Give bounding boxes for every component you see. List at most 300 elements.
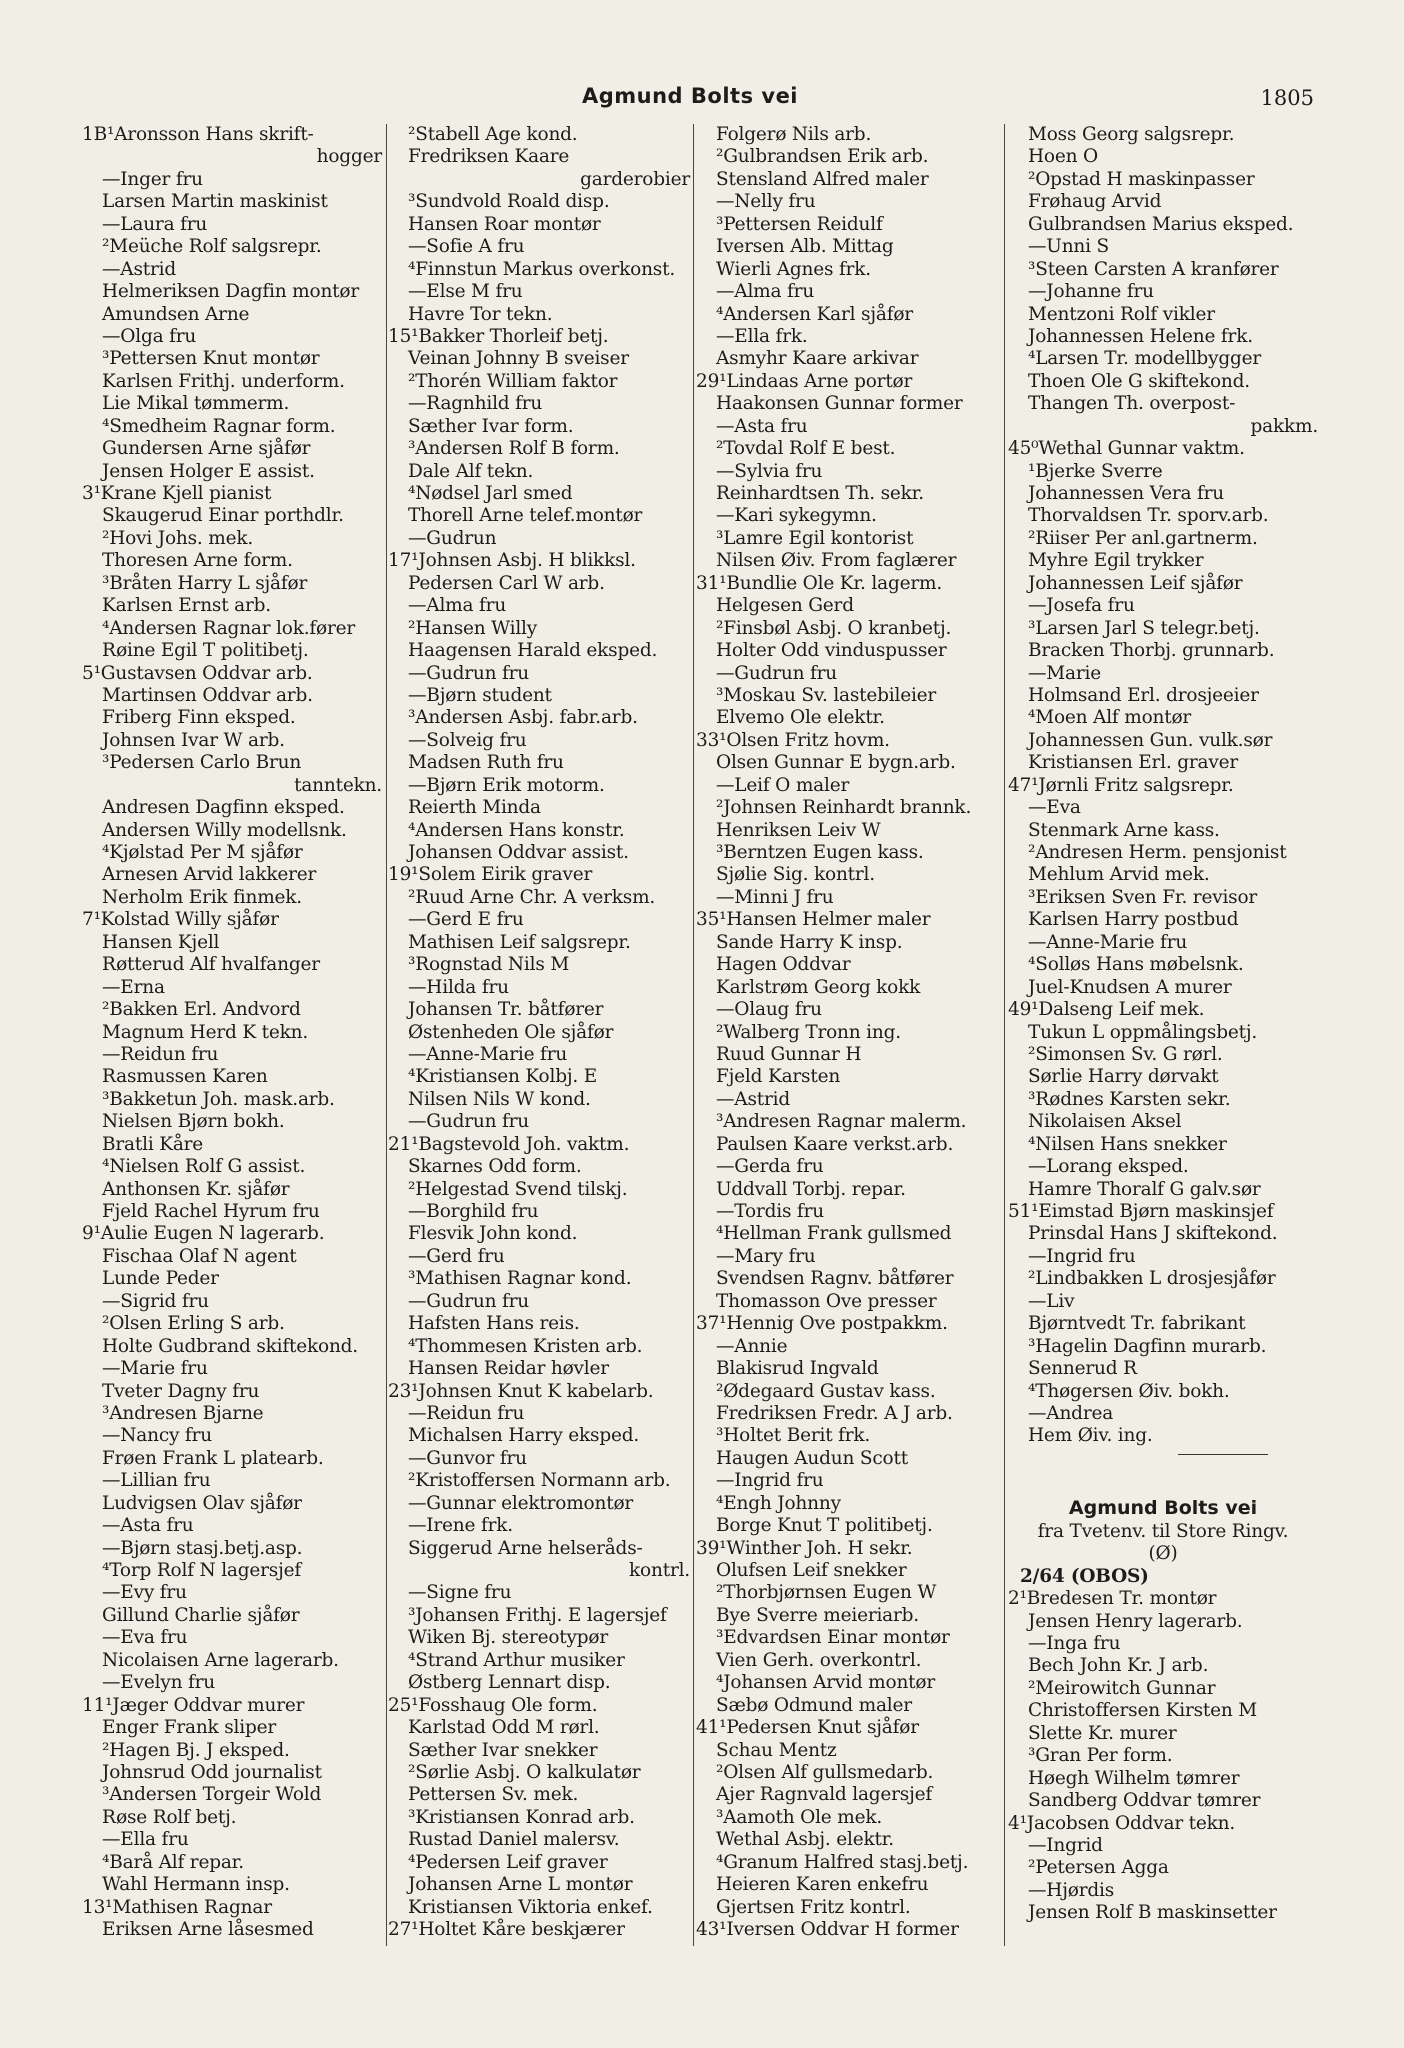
directory-entry: ³Kristiansen Konrad arb. [408,1806,635,1828]
directory-entry: ²Olsen Erling S arb. [102,1313,285,1335]
directory-entry: Helmeriksen Dagfin montør [102,281,359,303]
directory-entry: ²Riiser Per anl.gartnerm. [1028,527,1258,549]
section-mark: (Ø) [1148,1543,1178,1565]
directory-entry: Johannessen Gun. vulk.sør [1028,729,1273,751]
directory-entry: ³Johansen Frithj. E lagersjef [408,1604,667,1626]
directory-entry: Mehlum Arvid mek. [1028,864,1210,886]
directory-entry: ⁴Andersen Karl sjåfør [716,303,913,325]
directory-entry: ⁴Larsen Tr. modellbygger [1028,348,1261,370]
directory-entry: —Ingrid [1028,1834,1103,1856]
directory-entry: Wiken Bj. stereotypør [408,1627,608,1649]
directory-entry: Reinhardtsen Th. sekr. [716,483,924,504]
directory-entry: Mentzoni Rolf vikler [1028,303,1215,325]
directory-entry: Bye Sverre meieriarb. [716,1604,919,1626]
directory-entry: —Borghild fru [408,1201,539,1222]
directory-entry: ²Sørlie Asbj. O kalkulatør [408,1761,641,1783]
directory-entry: ³Sundvold Roald disp. [408,191,610,213]
directory-entry: Thorell Arne telef.montør [408,505,643,527]
directory-entry: Christoffersen Kirsten M [1028,1700,1258,1722]
directory-entry: ⁴Granum Halfred stasj.betj. [716,1851,969,1873]
directory-entry: Hafsten Hans reis. [408,1313,580,1335]
directory-entry: —Gerd E fru [408,909,524,931]
directory-entry: ⁴Nødsel Jarl smed [408,483,573,504]
directory-entry: —Ella fru [102,1829,189,1851]
directory-entry: Ajer Ragnvald lagersjef [716,1784,933,1806]
directory-entry: ²Meirowitch Gunnar [1028,1677,1216,1699]
directory-entry: Vien Gerh. overkontrl. [716,1649,922,1671]
directory-entry: 19¹Solem Eirik graver [388,864,593,886]
directory-entry: ²Johnsen Reinhardt brannk. [716,797,972,819]
directory-entry: 43¹Iversen Oddvar H former [696,1919,959,1940]
directory-entry: ²Hagen Bj. J eksped. [102,1739,290,1761]
directory-entry: Olsen Gunnar E bygn.arb. [716,752,956,774]
column-3 [696,124,1006,1941]
directory-entry: —Gudrun fru [408,662,529,684]
directory-entry: —Marie [1028,662,1101,684]
directory-entry: Skarnes Odd form. [408,1156,582,1178]
directory-entry: 37¹Hennig Ove postpakkm. [696,1313,948,1335]
directory-entry: ³Steen Carsten A kranfører [1028,258,1279,280]
directory-entry: Ruud Gunnar H [716,1043,862,1065]
directory-entry: —Sylvia fru [716,460,823,482]
directory-entry: Bjørntvedt Tr. fabrikant [1028,1313,1246,1335]
directory-entry: 33¹Olsen Fritz hovm. [696,729,890,751]
directory-entry: Bech John Kr. J arb. [1028,1655,1209,1677]
directory-entry: Asmyhr Kaare arkivar [716,348,919,370]
directory-entry: ²Helgestad Svend tilskj. [408,1178,628,1200]
directory-entry: ⁴Johansen Arvid montør [716,1672,935,1694]
directory-entry: —Ingrid fru [1028,1245,1136,1267]
page-number: 1805 [1260,86,1314,110]
directory-entry: —Signe fru [408,1582,512,1604]
directory-entry: Karlsen Frithj. underform. [102,370,345,392]
directory-entry: 39¹Winther Joh. H sekr. [696,1537,913,1559]
directory-entry: ²Stabell Age kond. [408,124,578,145]
directory-entry: Østberg Lennart disp. [408,1672,611,1694]
column-2 [388,124,690,1941]
directory-entry: Skaugerud Einar porthdlr. [102,505,344,527]
section-subtitle: fra Tvetenv. til Store Ringv. [1037,1520,1289,1542]
directory-entry: Nielsen Bjørn bokh. [102,1111,285,1133]
directory-entry: ⁴Strand Arthur musiker [408,1649,625,1671]
directory-entry: Nerholm Erik finmek. [102,886,302,908]
directory-entry: Michalsen Harry eksped. [408,1425,640,1447]
directory-entry: Siggerud Arne helseråds- [408,1537,643,1559]
directory-entry: —Olga fru [102,325,197,347]
directory-entry: ⁴Nielsen Rolf G assist. [102,1156,306,1178]
directory-entry: —Gudrun [408,527,497,549]
directory-entry: ³Edvardsen Einar montør [716,1627,950,1649]
directory-entry: Juel-Knudsen A murer [1028,976,1232,998]
directory-entry: Lie Mikal tømmerm. [102,393,290,415]
directory-entry: Holte Gudbrand skiftekond. [102,1335,358,1357]
directory-entry: Hansen Kjell [102,931,220,953]
directory-entry: Rustad Daniel malersv. [408,1829,620,1851]
directory-entry: Henriksen Leiv W [716,819,881,841]
directory-entry: —Gerd fru [408,1245,505,1267]
directory-entry: 5¹Gustavsen Oddvar arb. [82,662,313,684]
directory-entry: ²Thorbjørnsen Eugen W [716,1582,937,1604]
directory-entry: —Leif O maler [716,774,850,796]
directory-entry: Nilsen Nils W kond. [408,1088,591,1110]
directory-entry: ³Pettersen Reidulf [716,213,883,235]
directory-entry: ³Berntzen Eugen kass. [716,842,924,863]
directory-entry: —Gunvor fru [408,1447,527,1469]
directory-entry: Sande Harry K insp. [716,931,903,953]
directory-entry: ³Bråten Harry L sjåfør [102,572,308,594]
directory-entry: Sæther Ivar snekker [408,1739,598,1761]
directory-entry: —Kari sykegymn. [716,505,877,527]
section-entries [1008,1588,1318,1925]
directory-entry: Slette Kr. murer [1028,1722,1177,1744]
directory-entry: —Asta fru [716,415,808,437]
directory-entry: Eriksen Arne låsesmed [102,1919,314,1940]
directory-entry: Johansen Oddvar assist. [408,842,629,863]
directory-entry: ²Opstad H maskinpasser [1028,168,1255,190]
directory-entry: ²Meüche Rolf salgsrepr. [102,236,322,258]
directory-entry: Gjertsen Fritz kontrl. [716,1896,911,1918]
directory-entry: Veinan Johnny B sveiser [408,348,629,370]
directory-entry: 15¹Bakker Thorleif betj. [388,325,609,347]
directory-entry: Amundsen Arne [102,303,250,325]
directory-entry: —Evy fru [102,1582,187,1604]
column-divider [386,124,387,1946]
directory-entry: Sjølie Sig. kontrl. [716,864,875,886]
directory-entry: Johansen Arne L montør [408,1874,633,1896]
directory-entry: Johnsrud Odd journalist [102,1761,322,1783]
directory-entry: Holter Odd vinduspusser [716,640,947,662]
directory-entry: ³Eriksen Sven Fr. revisor [1028,886,1258,908]
directory-entry: ³Hagelin Dagfinn murarb. [1028,1335,1267,1357]
directory-entry: —Eva fru [102,1627,188,1649]
directory-entry: Arnesen Arvid lakkerer [102,864,317,886]
directory-entry: Hansen Reidar høvler [408,1358,609,1380]
directory-entry: —Ingrid fru [716,1470,824,1492]
directory-entry: 45⁰Wethal Gunnar vaktm. [1008,438,1245,460]
directory-entry: —Else M fru [408,281,523,303]
directory-entry: Anthonsen Kr. sjåfør [102,1178,290,1200]
directory-entry: ²Ødegaard Gustav kass. [716,1380,936,1402]
directory-entry: Friberg Finn eksped. [102,707,296,729]
directory-entry: ⁴Thøgersen Øiv. bokh. [1028,1380,1230,1402]
directory-entry: Frøen Frank L platearb. [102,1447,324,1469]
directory-entry: ²Bakken Erl. Andvord [102,999,301,1021]
directory-entry: —Tordis fru [716,1201,824,1222]
directory-entry: —Nelly fru [716,191,816,213]
directory-entry: ⁴Solløs Hans møbelsnk. [1028,954,1244,976]
directory-entry: —Minni J fru [716,886,834,908]
directory-entry: ⁴Moen Alf montør [1028,707,1192,729]
directory-entry: —Erna [102,976,165,998]
directory-entry: ³Larsen Jarl S telegr.betj. [1028,617,1260,639]
directory-entry: ³Lamre Egil kontorist [716,527,914,549]
directory-entry: Stensland Alfred maler [716,168,929,190]
directory-entry: Johnsen Ivar W arb. [102,729,285,751]
directory-entry: ²Petersen Agga [1028,1857,1169,1879]
directory-entry: ⁴Nilsen Hans snekker [1028,1133,1227,1155]
column-4-entries [1008,124,1318,1448]
directory-entry: ²Thorén William faktor [408,370,618,392]
directory-entry: —Unni S [1028,236,1109,258]
directory-entry: ²Tovdal Rolf E best. [716,438,896,460]
directory-entry: garderobier [580,168,690,190]
directory-entry: —Bjørn Erik motorm. [408,774,605,796]
directory-entry: Holmsand Erl. drosjeeier [1028,684,1259,706]
directory-entry: Haagensen Harald eksped. [408,640,658,662]
directory-entry: Mathisen Leif salgsrepr. [408,931,631,953]
section-divider [1178,1454,1268,1455]
directory-entry: 11¹Jæger Oddvar murer [82,1694,305,1716]
directory-entry: Myhre Egil trykker [1028,550,1204,572]
directory-entry: ³Pettersen Knut montør [102,348,320,370]
directory-entry: 21¹Bagstevold Joh. vaktm. [388,1133,630,1155]
directory-entry: 4¹Jacobsen Oddvar tekn. [1008,1812,1236,1834]
directory-entry: —Annie [716,1335,788,1357]
directory-entry: Sennerud R [1028,1358,1137,1380]
directory-entry: Karlstad Odd M rørl. [408,1717,600,1739]
directory-entry: Karlsen Harry postbud [1028,909,1239,931]
directory-entry: 9¹Aulie Eugen N lagerarb. [82,1223,325,1245]
directory-entry: Jensen Holger E assist. [102,460,315,482]
directory-entry: Helgesen Gerd [716,595,854,617]
directory-entry: Moss Georg salgsrepr. [1028,124,1235,145]
directory-entry: Flesvik John kond. [408,1223,578,1245]
directory-entry: —Anne-Marie fru [1028,931,1188,953]
directory-entry: Gillund Charlie sjåfør [102,1604,300,1626]
directory-entry: —Sigrid fru [102,1290,209,1312]
directory-entry: Wethal Asbj. elektr. [716,1829,894,1851]
directory-entry: —Alma fru [408,595,507,617]
directory-entry: Thoen Ole G skiftekond. [1028,370,1250,392]
directory-entry: Prinsdal Hans J skiftekond. [1028,1223,1278,1245]
directory-entry: Nicolaisen Arne lagerarb. [102,1649,339,1671]
directory-entry: —Gerda fru [716,1156,824,1178]
directory-entry: ⁴Hellman Frank gullsmed [716,1223,952,1245]
directory-entry: ²Ruud Arne Chr. A verksm. [408,886,656,908]
directory-entry: ³Rødnes Karsten sekr. [1028,1088,1231,1110]
directory-entry: —Olaug fru [716,999,822,1021]
directory-entry: Tukun L oppmålingsbetj. [1028,1021,1258,1043]
directory-entry: ⁴Finnstun Markus overkonst. [408,258,676,280]
directory-entry: ⁴Andersen Hans konstr. [408,819,625,841]
directory-entry: —Gudrun fru [408,1290,529,1312]
directory-entry: —Lillian fru [102,1470,211,1492]
directory-entry: Sæbø Odmund maler [716,1694,912,1716]
directory-entry: —Gunnar elektromontør [408,1492,634,1514]
directory-entry: ⁴Pedersen Leif graver [408,1851,608,1873]
directory-entry: Østenheden Ole sjåfør [408,1021,614,1043]
directory-entry: Haakonsen Gunnar former [716,393,963,415]
directory-entry: —Sofie A fru [408,236,525,258]
directory-entry: —Bjørn student [408,684,552,706]
directory-entry: Pedersen Carl W arb. [408,572,605,594]
directory-entry: Hamre Thoralf G galv.sør [1028,1178,1261,1200]
directory-entry: Pettersen Sv. mek. [408,1784,579,1806]
directory-entry: Johannessen Helene frk. [1028,325,1253,347]
directory-entry: 23¹Johnsen Knut K kabelarb. [388,1380,654,1402]
column-divider [693,124,694,1946]
directory-entry: —Marie fru [102,1358,208,1380]
directory-entry: Olufsen Leif snekker [716,1560,907,1581]
directory-entry: ²Olsen Alf gullsmedarb. [716,1761,934,1783]
directory-entry: Hagen Oddvar [716,954,851,976]
directory-entry: 25¹Fosshaug Ole form. [388,1694,598,1716]
directory-entry: Andresen Dagfinn eksped. [102,797,345,819]
directory-entry: —Laura fru [102,213,208,235]
directory-entry: Stenmark Arne kass. [1028,819,1220,841]
directory-entry: ²Simonsen Sv. G rørl. [1028,1043,1223,1065]
directory-entry: ³Andresen Bjarne [102,1402,264,1424]
directory-entry: Sæther Ivar form. [408,415,574,437]
directory-entry: hogger [316,146,382,168]
directory-entry: Martinsen Oddvar arb. [102,684,313,706]
directory-entry: Johannessen Vera fru [1028,483,1224,504]
directory-entry: Johansen Tr. båtfører [408,999,604,1021]
directory-entry: Madsen Ruth fru [408,752,564,774]
directory-entry: ²Walberg Tronn ing. [716,1021,901,1043]
directory-entry: 13¹Mathisen Ragnar [82,1896,272,1918]
directory-entry: Røse Rolf betj. [102,1806,237,1828]
directory-entry: ²Hansen Willy [408,617,538,639]
column-4 [1008,124,1318,1925]
directory-entry: Thorvaldsen Tr. sporv.arb. [1028,505,1269,527]
directory-entry: Blakisrud Ingvald [716,1358,879,1380]
directory-entry: Nilsen Øiv. From faglærer [716,550,957,572]
directory-entry: 47¹Jørnli Fritz salgsrepr. [1008,774,1234,796]
directory-entry: Rasmussen Karen [102,1066,268,1088]
directory-entry: kontrl. [629,1560,690,1581]
directory-entry: Bratli Kåre [102,1133,204,1155]
directory-entry: —Ragnhild fru [408,393,543,415]
directory-entry: Thangen Th. overpost- [1028,393,1236,415]
directory-entry: Karlsen Ernst arb. [102,595,271,617]
directory-entry: —Asta fru [102,1515,194,1537]
directory-entry: —Inga fru [1028,1633,1121,1654]
directory-entry: —Hilda fru [408,976,509,998]
directory-entry: Ludvigsen Olav sjåfør [102,1492,302,1514]
directory-entry: —Irene frk. [408,1515,513,1537]
directory-entry: 1B¹Aronsson Hans skrift- [82,124,314,145]
directory-entry: Fischaa Olaf N agent [102,1245,297,1267]
directory-entry: ⁴Andersen Ragnar lok.fører [102,617,356,639]
directory-entry: —Inger fru [102,168,203,190]
directory-entry: —Astrid [716,1088,790,1110]
directory-entry: ³Andersen Rolf B form. [408,438,620,460]
directory-entry: Sørlie Harry dørvakt [1028,1066,1219,1088]
directory-entry: Schau Mentz [716,1739,837,1761]
directory-entry: ²Lindbakken L drosjesjåfør [1028,1268,1276,1290]
directory-entry: Frøhaug Arvid [1028,191,1162,213]
directory-entry: ³Andresen Ragnar malerm. [716,1111,967,1133]
directory-entry: Wierli Agnes frk. [716,258,871,280]
directory-entry: Borge Knut T politibetj. [716,1515,933,1537]
directory-entry: 3¹Krane Kjell pianist [82,483,272,504]
directory-entry: Karlstrøm Georg kokk [716,976,921,998]
directory-entry: 29¹Lindaas Arne portør [696,370,913,392]
directory-entry: Thomasson Ove presser [716,1290,937,1312]
directory-entry: ¹Bjerke Sverre [1028,460,1163,482]
directory-entry: Fjeld Karsten [716,1066,841,1088]
directory-entry: ³Bakketun Joh. mask.arb. [102,1088,335,1110]
directory-entry: —Alma fru [716,281,815,303]
directory-entry: Iversen Alb. Mittag [716,236,894,258]
directory-entry: Fjeld Rachel Hyrum fru [102,1201,320,1222]
directory-entry: Folgerø Nils arb. [716,124,872,145]
directory-entry: Nikolaisen Aksel [1028,1111,1182,1133]
section-title: Agmund Bolts vei [1068,1496,1258,1519]
directory-entry: ⁴Kristiansen Kolbj. E [408,1066,598,1088]
directory-entry: —Reidun fru [408,1402,525,1424]
directory-entry: ³Pedersen Carlo Brun [102,752,302,774]
directory-entry: Andersen Willy modellsnk. [102,819,347,841]
directory-entry: —Ella frk. [716,325,808,347]
directory-entry: Uddvall Torbj. repar. [716,1178,906,1200]
directory-entry: 51¹Eimstad Bjørn maskinsjef [1008,1201,1274,1222]
directory-entry: —Andrea [1028,1402,1114,1424]
directory-entry: 35¹Hansen Helmer maler [696,909,931,931]
directory-entry: Høegh Wilhelm tømrer [1028,1767,1240,1789]
directory-entry: Haugen Audun Scott [716,1447,908,1469]
directory-entry: ⁴Thommesen Kristen arb. [408,1335,643,1357]
directory-entry: Svendsen Ragnv. båtfører [716,1268,954,1290]
directory-entry: —Eva [1028,797,1081,819]
directory-entry: ⁴Engh Johnny [716,1492,841,1514]
directory-entry: Hansen Roar montør [408,213,601,235]
directory-entry: 31¹Bundlie Ole Kr. lagerm. [696,572,942,594]
directory-entry: Thoresen Arne form. [102,550,293,572]
directory-entry: ⁴Barå Alf repar. [102,1851,244,1873]
directory-entry: —Reidun fru [102,1043,219,1065]
directory-entry: ³Aamoth Ole mek. [716,1806,883,1828]
directory-entry: ³Rognstad Nils M [408,954,570,976]
directory-entry: Paulsen Kaare verkst.arb. [716,1133,954,1155]
directory-entry: ³Mathisen Ragnar kond. [408,1268,632,1290]
directory-entry: Jensen Rolf B maskinsetter [1028,1902,1277,1924]
directory-entry: ²Gulbrandsen Erik arb. [716,146,929,168]
directory-entry: Jensen Henry lagerarb. [1028,1610,1243,1632]
directory-entry: —Astrid [102,258,176,280]
directory-entry: Havre Tor tekn. [408,303,553,325]
directory-entry: Gulbrandsen Marius eksped. [1028,213,1294,235]
directory-entry: —Liv [1028,1290,1075,1312]
directory-entry: ²Kristoffersen Normann arb. [408,1470,671,1492]
directory-entry: tanntekn. [294,774,382,796]
directory-entry: ³Gran Per form. [1028,1745,1173,1767]
directory-entry: ⁴Torp Rolf N lagersjef [102,1560,302,1581]
directory-entry: Tveter Dagny fru [102,1380,260,1402]
directory-entry: Lunde Peder [102,1268,219,1290]
directory-entry: ²Finsbøl Asbj. O kranbetj. [716,617,952,639]
column-1 [82,124,382,1941]
directory-entry: —Lorang eksped. [1028,1156,1189,1178]
directory-entry: ³Holtet Berit frk. [716,1425,871,1447]
directory-entry: Heieren Karen enkefru [716,1874,929,1896]
directory-entry: Larsen Martin maskinist [102,191,328,213]
directory-entry: —Mary fru [716,1245,816,1267]
directory-entry: Enger Frank sliper [102,1717,277,1739]
directory-entry: Sandberg Oddvar tømrer [1028,1790,1261,1812]
directory-entry: Elvemo Ole elektr. [716,707,885,729]
directory-entry: —Johanne fru [1028,281,1154,303]
directory-entry: Røtterud Alf hvalfanger [102,954,320,976]
directory-entry: Fredriksen Kaare [408,146,570,168]
directory-entry: 2¹Bredesen Tr. montør [1008,1588,1217,1610]
directory-entry: —Bjørn stasj.betj.asp. [102,1537,303,1559]
directory-entry: —Nancy fru [102,1425,212,1447]
section-note: 2/64 (OBOS) [1020,1565,1149,1587]
directory-entry: —Gudrun fru [408,1111,529,1133]
directory-entry: —Josefa fru [1028,595,1135,617]
